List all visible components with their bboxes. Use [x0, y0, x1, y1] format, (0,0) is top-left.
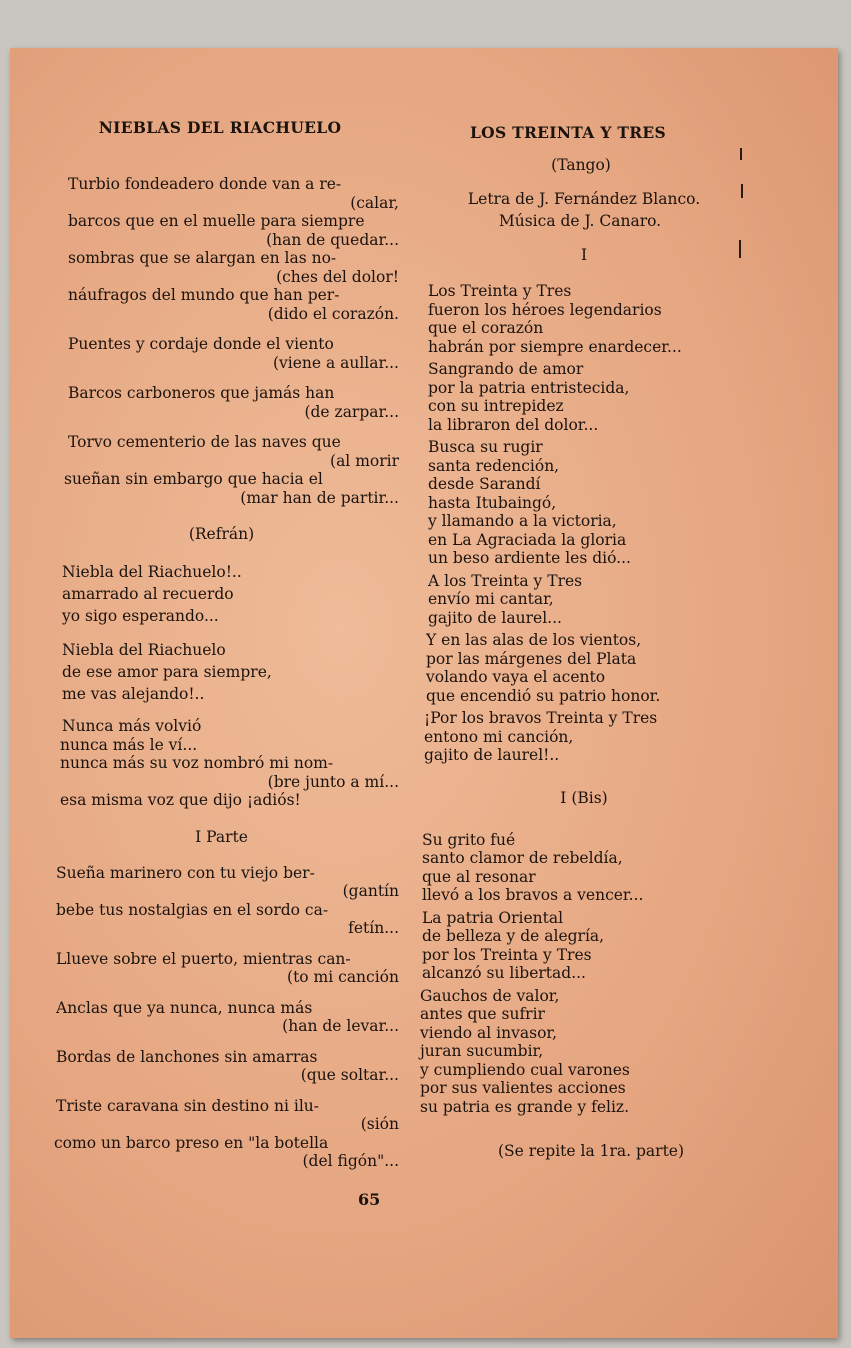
verse-line: que al resonar: [422, 867, 536, 886]
stanza: [410, 360, 740, 434]
verse-line: entono mi canción,: [424, 727, 574, 746]
verse-line: (bre junto a mí...: [267, 772, 399, 791]
verse-line: gajito de laurel!..: [424, 746, 560, 764]
verse-line: alcanzó su libertad...: [422, 964, 586, 982]
verse-line: envío mi cantar,: [428, 590, 554, 608]
verse-line: nunca más le ví...: [60, 735, 198, 754]
stanza: [54, 1097, 399, 1171]
verse-line: (del figón"...: [302, 1152, 399, 1170]
verse-line: Su grito fué: [422, 830, 516, 849]
verse-line: (han de quedar...: [266, 230, 399, 249]
verse-line: que el corazón: [428, 319, 544, 337]
stanza: [54, 639, 399, 705]
verse-line: náufragos del mundo que han per-: [68, 286, 340, 304]
verse-line: Triste caravana sin destino ni ilu-: [56, 1096, 320, 1115]
verse-line: Gauchos de valor,: [420, 986, 560, 1005]
verse-line: ¡Por los bravos Treinta y Tres: [424, 709, 658, 727]
verse-line: Y en las alas de los vientos,: [426, 631, 642, 649]
verse-line: como un barco preso en "la botella: [54, 1133, 329, 1152]
verse-line: (han de levar...: [282, 1017, 399, 1035]
verse-line: La patria Oriental: [422, 908, 564, 927]
verse-line: santo clamor de rebeldía,: [422, 849, 623, 867]
verse-line: Niebla del Riachuelo: [62, 641, 226, 659]
repeat-note: (Se repite la 1ra. parte): [497, 1142, 685, 1160]
verse-line: nunca más su voz nombró mi nom-: [60, 754, 334, 772]
margin-mark: [740, 148, 742, 160]
verse-line: viendo al invasor,: [420, 1023, 558, 1042]
verse-line: (ches del dolor!: [276, 267, 399, 286]
stanza: [54, 999, 399, 1036]
verse-line: juran sucumbir,: [420, 1042, 544, 1060]
verse-line: por sus valientes acciones: [420, 1079, 626, 1097]
verse-line: Busca su rugir: [428, 438, 543, 456]
verse-line: fueron los héroes legendarios: [428, 300, 662, 319]
verse-line: antes que sufrir: [420, 1005, 545, 1023]
verse-line: por las márgenes del Plata: [426, 649, 637, 668]
verse-line: un beso ardiente les dió...: [428, 549, 631, 567]
verse-line: llevó a los bravos a vencer...: [422, 886, 644, 904]
verse-line: en La Agraciada la gloria: [428, 530, 627, 549]
stanza: [410, 987, 740, 1117]
lyrics-credit: Letra de J. Fernández Blanco.: [467, 190, 701, 208]
verse-line: (que soltar...: [300, 1066, 399, 1084]
verse-line: Barcos carboneros que jamás han: [68, 384, 335, 402]
verse-line: Turbio fondeadero donde van a re-: [68, 175, 342, 193]
stanza: [54, 175, 399, 323]
verse-line: amarrado al recuerdo: [62, 585, 234, 603]
stanza: [410, 282, 740, 356]
verse-line: habrán por siempre enardecer...: [428, 337, 682, 356]
verse-line: Bordas de lanchones sin amarras: [56, 1047, 318, 1066]
verse-line: Anclas que ya nunca, nunca más: [56, 998, 313, 1017]
stanza: [54, 864, 399, 938]
stanza: [410, 572, 740, 628]
verse-line: Nunca más volvió: [62, 717, 202, 735]
verse-line: y llamando a la victoria,: [428, 512, 617, 530]
verse-line: (sión: [360, 1115, 399, 1133]
stanza: [410, 909, 740, 983]
verse-line: y cumpliendo cual varones: [420, 1060, 630, 1079]
verse-line: santa redención,: [428, 456, 560, 475]
verse-line: (al morir: [330, 451, 399, 470]
verse-line: Sueña marinero con tu viejo ber-: [56, 863, 315, 882]
stanza: [410, 831, 740, 905]
margin-mark: [739, 240, 741, 258]
verse-line: la libraron del dolor...: [428, 415, 599, 434]
verse-line: fetín...: [348, 919, 399, 937]
stanza: [54, 384, 399, 421]
verse-line: por los Treinta y Tres: [422, 945, 592, 964]
verse-line: me vas alejando!..: [62, 685, 205, 703]
verse-line: gajito de laurel...: [428, 608, 562, 627]
verse-line: bebe tus nostalgias en el sordo ca-: [56, 900, 329, 919]
verse-line: (gantín: [342, 882, 399, 900]
verse-line: (de zarpar...: [304, 402, 399, 421]
verse-line: por la patria entristecida,: [428, 378, 630, 397]
verse-line: Torvo cementerio de las naves que: [68, 433, 341, 451]
margin-mark: [741, 184, 743, 198]
verse-line: desde Sarandí: [428, 475, 541, 493]
book-page: [10, 48, 838, 1338]
left-column: [54, 118, 399, 1171]
verse-line: Los Treinta y Tres: [428, 282, 572, 300]
verse-line: con su intrepidez: [428, 397, 564, 415]
verse-line: barcos que en el muelle para siempre: [68, 212, 365, 230]
stanza: [54, 433, 399, 507]
verse-line: de belleza y de alegría,: [422, 927, 605, 945]
verse-line: de ese amor para siempre,: [62, 663, 272, 681]
verse-line: Llueve sobre el puerto, mientras can-: [56, 949, 351, 968]
refrain-heading: (Refrán): [188, 525, 255, 543]
section-heading: I: [580, 246, 588, 264]
right-column: [410, 123, 740, 1160]
verse-line: Niebla del Riachuelo!..: [62, 563, 242, 581]
verse-line: A los Treinta y Tres: [428, 571, 583, 590]
verse-line: volando vaya el acento: [426, 668, 606, 686]
verse-line: su patria es grande y feliz.: [420, 1097, 630, 1116]
part-heading: I Parte: [195, 827, 248, 846]
stanza: [54, 1048, 399, 1085]
verse-line: esa misma voz que dijo ¡adiós!: [60, 791, 301, 809]
stanza: [410, 631, 740, 705]
verse-line: yo sigo esperando...: [62, 607, 219, 625]
verse-line: hasta Itubaingó,: [428, 493, 557, 512]
verse-line: (to mi canción: [287, 968, 399, 986]
song-title-left: NIEBLAS DEL RIACHUELO: [98, 118, 342, 137]
verse-line: (mar han de partir...: [240, 488, 399, 507]
verse-line: (calar,: [350, 193, 399, 212]
song-genre: (Tango): [551, 156, 611, 174]
verse-line: (dido el corazón.: [267, 304, 399, 323]
verse-line: sueñan sin embargo que hacia el: [64, 470, 323, 488]
stanza: [54, 717, 399, 810]
page-number: 65: [358, 1190, 381, 1209]
verse-line: Puentes y cordaje donde el viento: [68, 335, 334, 353]
section-heading: I (Bis): [560, 788, 608, 807]
verse-line: que encendió su patrio honor.: [426, 686, 661, 705]
stanza: [410, 709, 740, 765]
verse-line: (viene a aullar...: [272, 353, 399, 372]
stanza: [410, 438, 740, 568]
stanza: [54, 335, 399, 372]
music-credit: Música de J. Canaro.: [498, 212, 662, 230]
song-title-right: LOS TREINTA Y TRES: [469, 123, 667, 142]
verse-line: Sangrando de amor: [428, 360, 584, 378]
stanza: [54, 950, 399, 987]
verse-line: sombras que se alargan en las no-: [68, 249, 337, 267]
stanza: [54, 561, 399, 627]
